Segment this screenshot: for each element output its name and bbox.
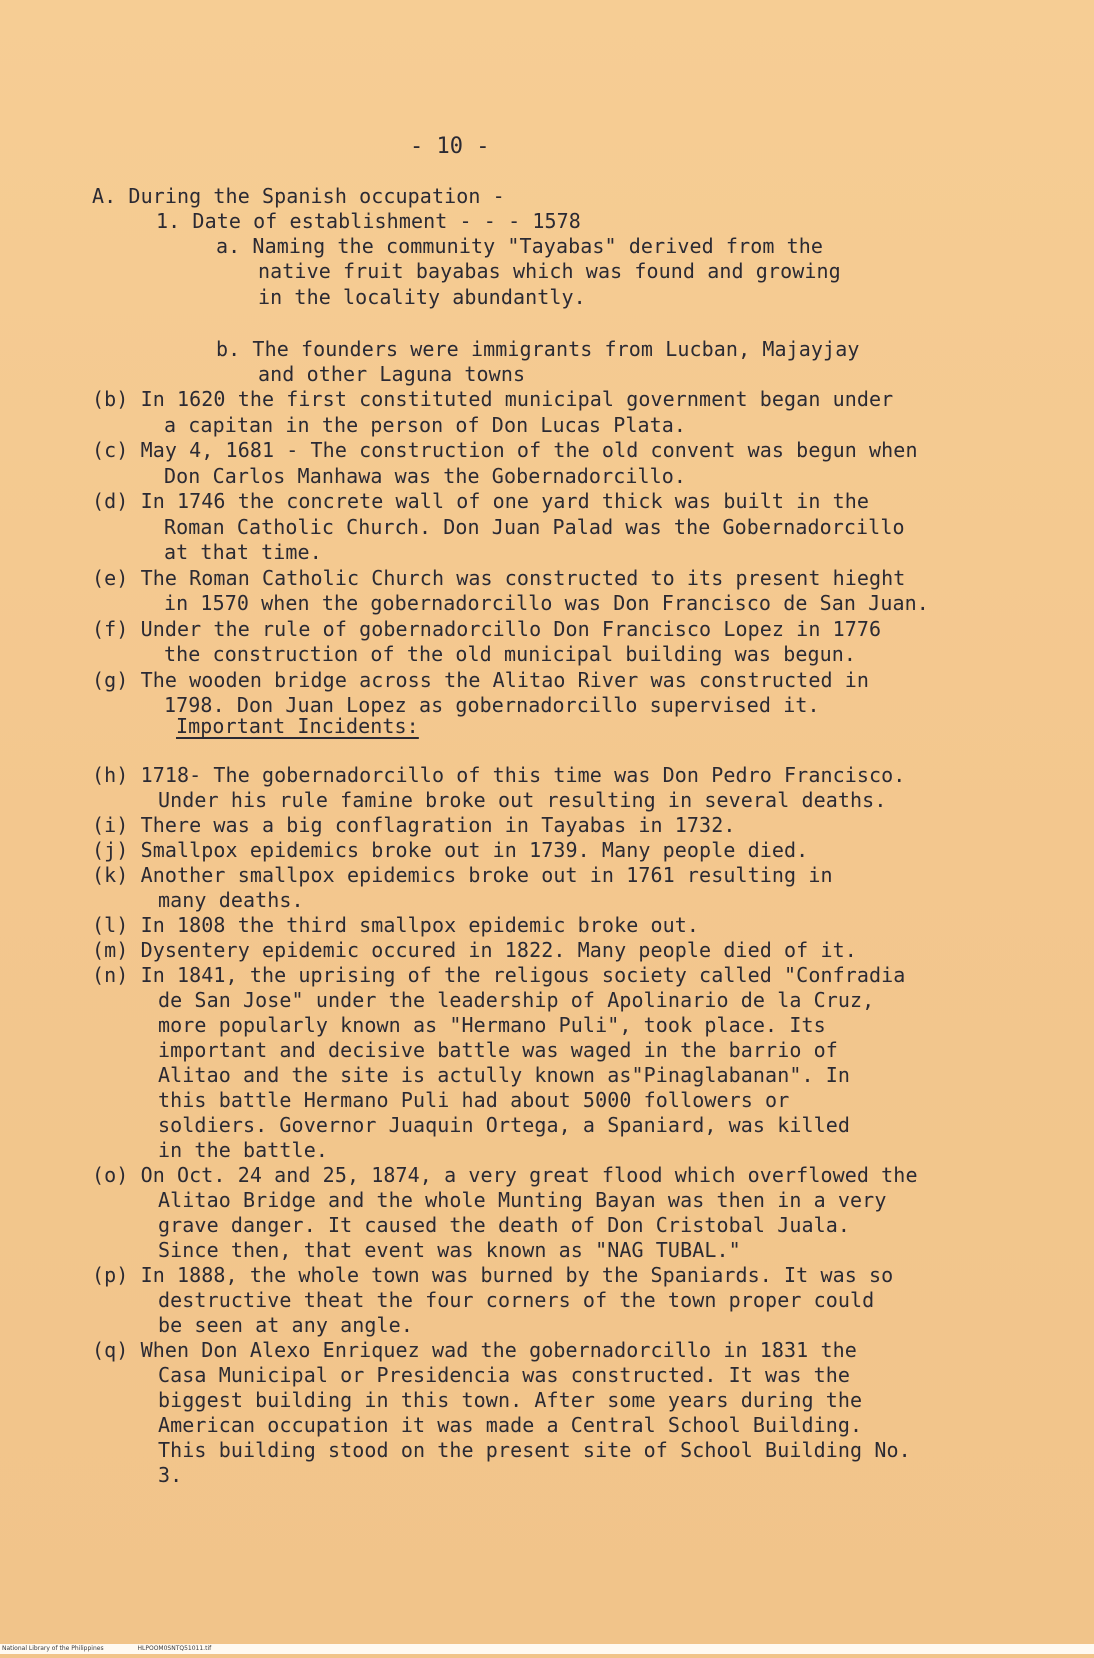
item-date-of-establishment: 1. Date of establishment - - - 1578 — [156, 209, 581, 233]
incident-continuation-line: destructive theat the four corners of the town proper could — [158, 1288, 875, 1312]
footer-library: National Library of the Philippines — [2, 1645, 104, 1652]
incident-continuation-line: Under his rule famine broke out resulting in several deaths. — [158, 788, 887, 812]
incident-continuation-line: important and decisive battle was waged in the barrio of — [158, 1038, 838, 1062]
entry-continuation-line: in 1570 when the gobernadorcillo was Don Francisco de San Juan. — [164, 591, 929, 615]
incident-continuation-line: American occupation it was made a Central School Building. — [158, 1413, 863, 1437]
incident-continuation-line: de San Jose" under the leadership of Apolinario de la Cruz, — [158, 988, 875, 1012]
incident-continuation-line: more popularly known as "Hermano Puli", took place. Its — [158, 1013, 826, 1037]
entry-continuation-line: Don Carlos Manhawa was the Gobernadorcillo. — [164, 463, 687, 488]
incident-first-line: (n) In 1841, the uprising of the religous society called "Confradia — [92, 963, 906, 987]
page-number: - 10 - — [410, 134, 490, 159]
entry-continuation-line: at that time. — [164, 540, 322, 564]
incident-continuation-line: Alitao Bridge and the whole Munting Bayan was then in a very — [158, 1188, 887, 1212]
incident-first-line: (h) 1718- The gobernadorcillo of this time was Don Pedro Francisco. — [92, 763, 906, 787]
item-1b-line: and other Laguna towns — [258, 362, 526, 386]
incident-first-line: (p) In 1888, the whole town was burned by the Spaniards. It was so — [92, 1263, 894, 1287]
incident-continuation-line: many deaths. — [158, 888, 304, 912]
incident-continuation-line: in the battle. — [158, 1138, 328, 1162]
item-1a-line: a. Naming the community "Tayabas" derived from the — [216, 234, 824, 258]
scan-footer — [0, 1644, 1094, 1654]
entry-continuation-line: Roman Catholic Church. Don Juan Palad was the Gobernadorcillo — [164, 514, 905, 539]
incident-continuation-line: biggest building in this town. After some years during the — [158, 1388, 863, 1412]
incident-first-line: (o) On Oct. 24 and 25, 1874, a very great flood which overflowed the — [92, 1163, 918, 1187]
incident-continuation-line: This building stood on the present site of School Building No. — [158, 1438, 911, 1462]
item-1a-line: in the locality abundantly. — [258, 285, 586, 309]
incident-first-line: (j) Smallpox epidemics broke out in 1739. Many people died. — [92, 838, 809, 862]
entry-first-line: (d) In 1746 the concrete wall of one yard thick was built in the — [92, 489, 870, 513]
entry-continuation-line: the construction of the old municipal building was begun. — [164, 642, 857, 666]
item-1a-line: native fruit bayabas which was found and growing — [258, 259, 841, 283]
incident-continuation-line: Casa Municipal or Presidencia was constructed. It was the — [158, 1363, 851, 1387]
item-1b-line: b. The founders were immigrants from Lucban, Majayjay — [216, 337, 860, 361]
incident-continuation-line: this battle Hermano Puli had about 5000 followers or — [158, 1088, 790, 1112]
entry-first-line: (b) In 1620 the first constituted municipal government began under — [92, 387, 894, 411]
incident-continuation-line: soldiers. Governor Juaquin Ortega, a Spaniard, was killed — [158, 1113, 851, 1137]
incident-first-line: (q) When Don Alexo Enriquez wad the gobernadorcillo in 1831 the — [92, 1338, 857, 1362]
incident-first-line: (m) Dysentery epidemic occured in 1822. Many people died of it. — [92, 938, 857, 962]
incident-continuation-line: 3. — [158, 1463, 183, 1487]
footer-file: HLPOOM0SNTQ51011.tif — [137, 1645, 212, 1652]
incident-first-line: (k) Another smallpox epidemics broke out in 1761 resulting in — [92, 863, 833, 887]
entry-first-line: (c) May 4, 1681 - The construction of the old convent was begun when — [92, 438, 918, 462]
section-heading-a: A. During the Spanish occupation - — [92, 184, 505, 208]
entry-first-line: (f) Under the rule of gobernadorcillo Don Francisco Lopez in 1776 — [92, 616, 882, 641]
incident-continuation-line: Alitao and the site is actully known as"Pinaglabanan". In — [158, 1063, 851, 1087]
important-incidents-heading: Important Incidents: — [176, 714, 419, 738]
incident-continuation-line: grave danger. It caused the death of Don Cristobal Juala. — [158, 1213, 851, 1237]
incident-continuation-line: be seen at any angle. — [158, 1313, 413, 1337]
entry-first-line: (e) The Roman Catholic Church was constructed to its present hieght — [92, 565, 906, 590]
incident-first-line: (l) In 1808 the third smallpox epidemic broke out. — [92, 913, 700, 937]
entry-continuation-line: 1798. Don Juan Lopez as gobernadorcillo supervised it. — [164, 693, 820, 717]
incident-continuation-line: Since then, that event was known as "NAG TUBAL." — [158, 1238, 741, 1262]
incident-first-line: (i) There was a big conflagration in Tayabas in 1732. — [92, 813, 736, 837]
entry-continuation-line: a capitan in the person of Don Lucas Plata. — [164, 412, 687, 437]
entry-first-line: (g) The wooden bridge across the Alitao River was constructed in — [92, 667, 870, 692]
